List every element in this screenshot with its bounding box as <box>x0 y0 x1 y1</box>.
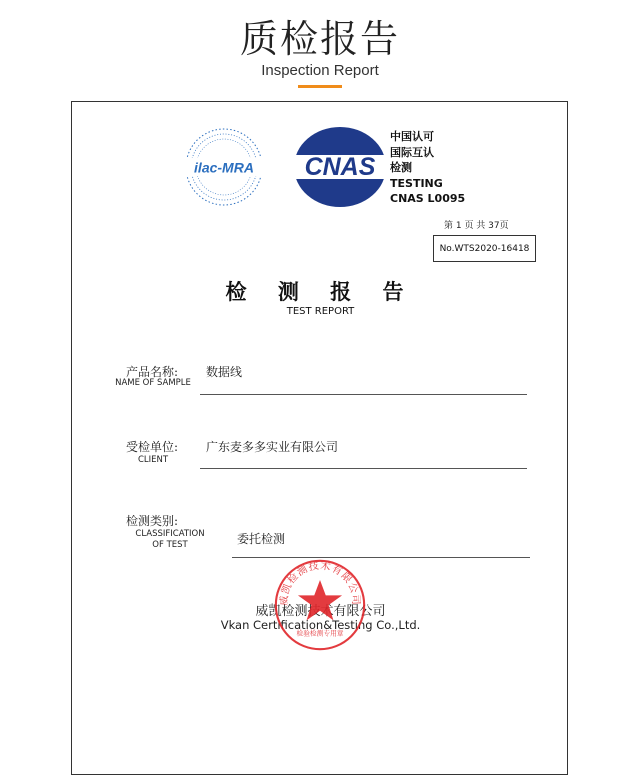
accreditation-text <box>390 129 465 207</box>
classification-label-cn: 检测类别: <box>126 514 179 528</box>
ilac-mra-logo <box>184 129 264 205</box>
report-number-box <box>433 235 536 262</box>
cert-line: 中国认可 <box>390 130 434 143</box>
cert-line: 国际互认 <box>390 145 434 159</box>
classification-label-en <box>122 529 218 551</box>
sample-underline <box>200 394 527 395</box>
cert-line: 检测 <box>390 161 412 174</box>
issuer-name-cn: 威凯检测技术有限公司 <box>255 604 386 619</box>
seal-ring-text: 威凯检测技术有限公司 <box>279 560 361 606</box>
seal-inner-text: 检验检测专用章 <box>296 629 344 638</box>
classification-value: 委托检测 <box>237 532 286 546</box>
title-accent-bar <box>298 85 342 88</box>
report-title-cn: 检 测 报 告 <box>225 279 416 304</box>
classification-label-en-line1: CLASSIFICATION <box>135 529 205 539</box>
issuer-name-en: Vkan Certification&Testing Co.,Ltd. <box>220 618 421 632</box>
report-number: No.WTS2020-16418 <box>439 243 530 254</box>
page-info: 第 1 页 共 37页 <box>444 221 509 231</box>
cnas-logo <box>282 127 398 207</box>
official-seal-stamp <box>272 557 368 653</box>
page-title: 质检报告 <box>239 17 400 61</box>
client-label-cn: 受检单位: <box>126 440 179 454</box>
page-subtitle: Inspection Report <box>261 62 379 79</box>
ilac-logo-text: ilac-MRA <box>194 159 254 176</box>
sample-value: 数据线 <box>206 365 243 379</box>
cert-line: TESTING <box>390 176 443 190</box>
classification-label-en-line2: OF TEST <box>152 540 188 550</box>
sample-label-cn: 产品名称: <box>126 365 179 379</box>
cnas-logo-text: CNAS <box>304 153 376 181</box>
client-label-en: CLIENT <box>137 455 169 465</box>
client-underline <box>200 468 527 469</box>
report-document <box>71 101 568 775</box>
client-value: 广东麦多多实业有限公司 <box>206 440 339 454</box>
sample-label-en: NAME OF SAMPLE <box>115 378 191 388</box>
cert-line: CNAS L0095 <box>390 192 466 205</box>
report-title-en: TEST REPORT <box>286 306 355 317</box>
